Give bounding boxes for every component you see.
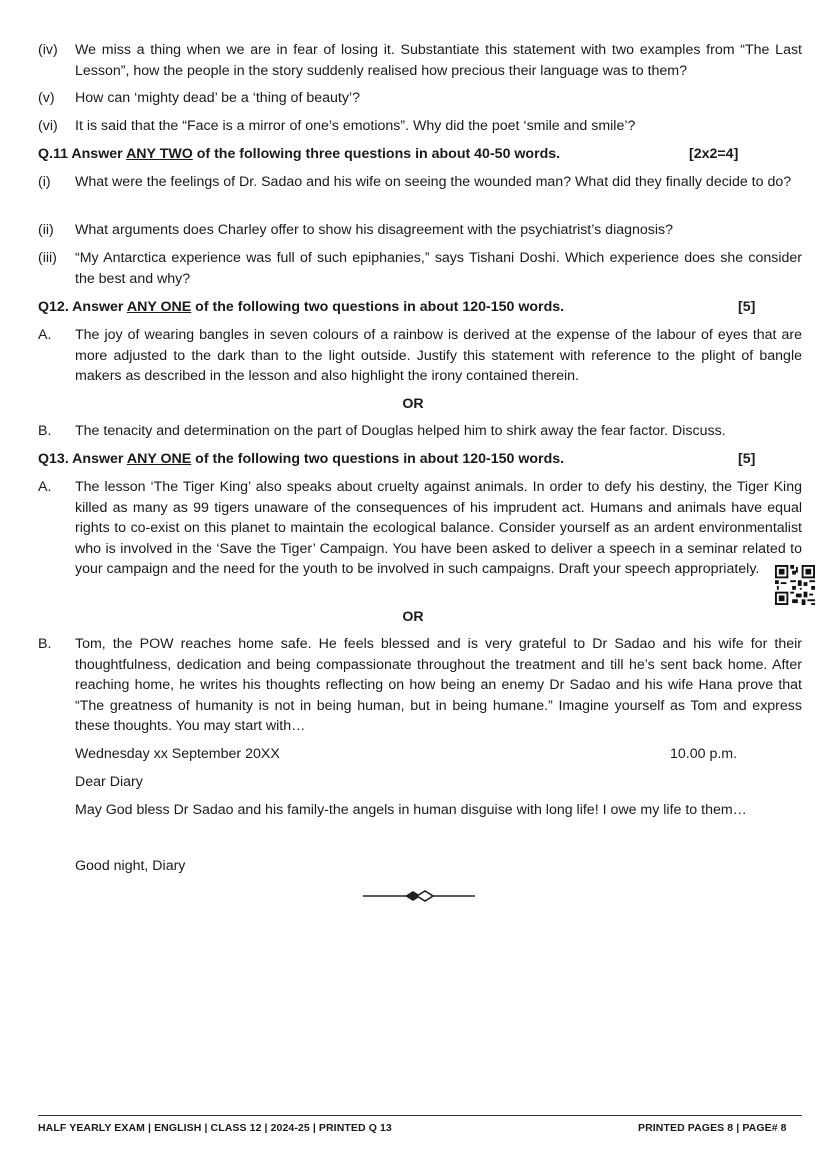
q13-marks: [5] <box>738 451 756 467</box>
q12-option-b <box>38 421 802 442</box>
q13-or-divider: OR <box>402 609 424 625</box>
q13-prefix: Q13. Answer <box>38 451 127 467</box>
option-letter: A. <box>38 479 52 495</box>
option-text: The joy of wearing bangles in seven colours of a rainbow is derived at the expense of the labour of eyes that are more adjusted to the dark than to the light outside. Justify this statement with reference to the plight of bangle makers as described in the lesson and also highlight the irony contained therein. <box>75 327 802 384</box>
q13-suffix: of the following two questions in about 120-150 words. <box>191 451 565 467</box>
q12-option-a <box>38 325 802 387</box>
q11-suffix: of the following three questions in about 40-50 words. <box>192 146 561 162</box>
q13-emphasis: ANY ONE <box>126 451 192 467</box>
item-number: (iii) <box>38 250 57 266</box>
item-text: What were the feelings of Dr. Sadao and his wife on seeing the wounded man? What did they finally decide to do? <box>75 174 792 190</box>
item-text: What arguments does Charley offer to show his disagreement with the psychiatrist’s diagnosis? <box>75 222 674 238</box>
q12-suffix: of the following two questions in about 120-150 words. <box>191 299 565 315</box>
question-item-ii <box>38 220 802 241</box>
question-item-v <box>38 88 802 109</box>
option-letter: B. <box>38 423 52 439</box>
q11-prefix: Q.11 Answer <box>38 146 127 162</box>
item-text: “My Antarctica experience was full of such epiphanies,” says Tishani Doshi. Which experience does she consider the best and why? <box>75 250 802 287</box>
question-item-i <box>38 172 802 193</box>
q11-marks: [2x2=4] <box>689 146 739 162</box>
question-item-iv <box>38 40 802 81</box>
item-text: We miss a thing when we are in fear of losing it. Substantiate this statement with two examples from “The Last Lesson”, how the people in the story suddenly realised how precious their language was to them? <box>75 42 802 79</box>
footer-right: PRINTED PAGES 8 | PAGE# 8 <box>638 1122 787 1134</box>
item-number: (ii) <box>38 222 54 238</box>
item-number: (iv) <box>38 42 58 58</box>
diary-time: 10.00 p.m. <box>670 746 738 762</box>
item-number: (v) <box>38 90 55 106</box>
item-text: It is said that the “Face is a mirror of one’s emotions”. Why did the poet ‘smile and smile’? <box>75 118 636 134</box>
option-text: The lesson ‘The Tiger King’ also speaks about cruelty against animals. In order to defy his destiny, the Tiger King killed as many as 99 tigers unaware of the consequences of his imprudent act. Humans and animals have equal rights to co-exist on this planet to maintain the ecological balance. Consider yourself as an ardent environmentalist who is involved in the ‘Save the Tiger’ Campaign. You have been asked to deliver a speech in a seminar related to your campaign and the need for the youth to be involved in such campaigns. Draft your speech appropriately. <box>75 479 802 577</box>
option-text: Tom, the POW reaches home safe. He feels blessed and is very grateful to Dr Sadao and his wife for their thoughtfulness, dedication and being compassionate throughout the treatment and till he’s sent back home. After reaching home, he writes his thoughts reflecting on how being an enemy Dr Sadao and his wife Hana prove that “The greatness of humanity is not in being human, but in being humane.” Imagine yourself as Tom and express these thoughts. You may start with… <box>75 636 802 734</box>
option-text: The tenacity and determination on the part of Douglas helped him to shirk away the fear factor. Discuss. <box>75 423 726 439</box>
q12-or-divider: OR <box>402 396 424 412</box>
q13-option-a <box>38 477 802 580</box>
q12-marks: [5] <box>738 299 756 315</box>
q13-heading <box>38 449 802 470</box>
footer-left: HALF YEARLY EXAM | ENGLISH | CLASS 12 | 2024-25 | PRINTED Q 13 <box>38 1122 392 1134</box>
q12-prefix: Q12. Answer <box>38 299 127 315</box>
option-letter: B. <box>38 636 52 652</box>
q11-heading <box>38 144 802 165</box>
diary-salutation: Dear Diary <box>75 774 143 790</box>
diary-date: Wednesday xx September 20XX <box>75 746 280 762</box>
question-item-iii <box>38 248 802 289</box>
option-letter: A. <box>38 327 52 343</box>
item-number: (i) <box>38 174 51 190</box>
question-item-vi <box>38 116 802 137</box>
diary-closing: Good night, Diary <box>75 858 186 874</box>
divider-ornament-icon <box>363 887 475 905</box>
q12-emphasis: ANY ONE <box>126 299 192 315</box>
q13-option-b <box>38 634 802 737</box>
q11-emphasis: ANY TWO <box>126 146 193 162</box>
diary-opening-line: May God bless Dr Sadao and his family-the angels in human disguise with long life! I owe my life to them… <box>75 802 747 818</box>
item-number: (vi) <box>38 118 58 134</box>
q12-heading <box>38 297 802 318</box>
qr-code-icon <box>775 565 815 605</box>
item-text: How can ‘mighty dead’ be a ‘thing of beauty’? <box>75 90 360 106</box>
footer-rule <box>38 1115 802 1116</box>
